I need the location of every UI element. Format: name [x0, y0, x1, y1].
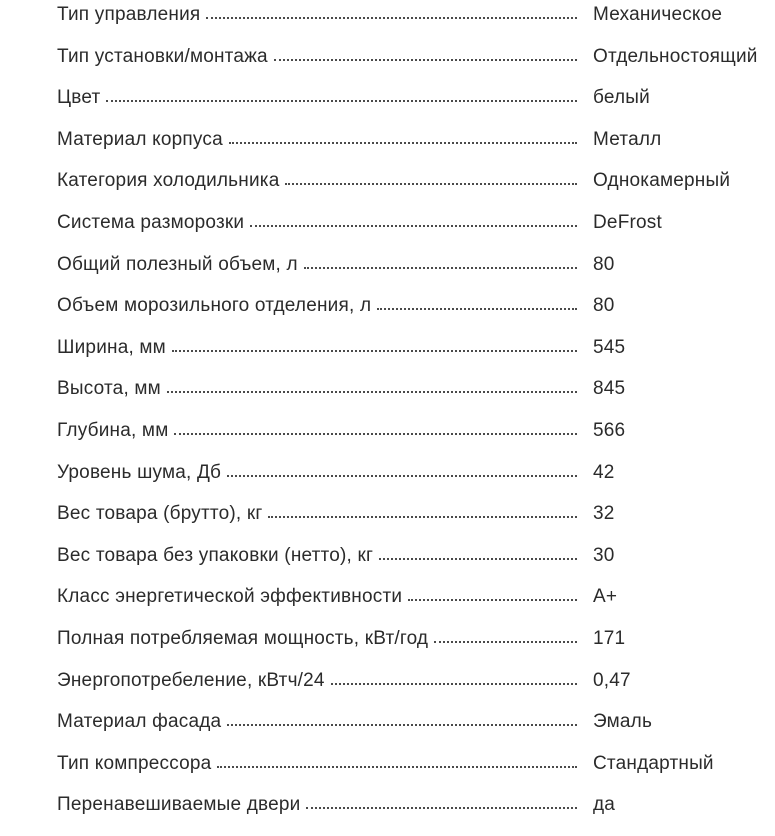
dot-leader [167, 390, 577, 393]
spec-label: Энергопотребеление, кВтч/24 [57, 670, 331, 692]
spec-row [57, 586, 775, 628]
spec-row [57, 378, 775, 420]
spec-value: белый [593, 87, 650, 109]
spec-label: Категория холодильника [57, 170, 285, 192]
spec-row [57, 170, 775, 212]
spec-value: Стандартный [593, 752, 714, 774]
spec-label: Глубина, мм [57, 420, 174, 442]
spec-row [57, 670, 775, 712]
dot-leader [227, 474, 577, 477]
spec-value: 42 [593, 461, 615, 483]
spec-row [57, 545, 775, 587]
dot-leader [227, 723, 577, 726]
dot-leader [174, 432, 577, 435]
spec-value: Механическое [593, 4, 723, 25]
spec-value: 80 [593, 295, 615, 317]
spec-row [57, 254, 775, 296]
dot-leader [377, 307, 577, 310]
spec-value: Однокамерный [593, 170, 731, 192]
spec-label: Цвет [57, 87, 106, 109]
spec-value: 171 [593, 627, 626, 649]
dot-leader [172, 349, 577, 352]
spec-row [57, 129, 775, 171]
spec-row [57, 4, 775, 46]
dot-leader [434, 640, 577, 643]
spec-row [57, 295, 775, 337]
spec-label: Уровень шума, Дб [57, 462, 227, 484]
spec-value: 80 [593, 253, 615, 275]
spec-label: Перенавешиваемые двери [57, 794, 306, 816]
dot-leader [206, 16, 577, 19]
spec-value: A+ [593, 586, 618, 608]
spec-value: 30 [593, 544, 615, 566]
spec-label: Материал корпуса [57, 129, 229, 151]
dot-leader [379, 557, 577, 560]
dot-leader [285, 182, 577, 185]
dot-leader [217, 765, 577, 768]
spec-value: 566 [593, 419, 626, 441]
spec-label: Вес товара без упаковки (нетто), кг [57, 545, 379, 567]
spec-row [57, 794, 775, 836]
spec-row [57, 212, 775, 254]
spec-row [57, 87, 775, 129]
spec-row [57, 337, 775, 379]
dot-leader [408, 598, 577, 601]
spec-value: 32 [593, 503, 615, 525]
spec-value: да [593, 794, 616, 816]
spec-value: 845 [593, 378, 626, 400]
spec-label: Тип управления [57, 4, 206, 26]
spec-label: Система разморозки [57, 212, 250, 234]
spec-row [57, 711, 775, 753]
spec-label: Высота, мм [57, 378, 167, 400]
spec-label: Вес товара (брутто), кг [57, 503, 268, 525]
spec-row [57, 628, 775, 670]
spec-value: Эмаль [593, 711, 653, 733]
dot-leader [274, 58, 577, 61]
spec-label: Тип компрессора [57, 753, 217, 775]
spec-list [57, 4, 775, 836]
spec-label: Объем морозильного отделения, л [57, 295, 377, 317]
dot-leader [250, 224, 577, 227]
spec-row [57, 420, 775, 462]
spec-value: 545 [593, 336, 626, 358]
spec-row [57, 503, 775, 545]
dot-leader [331, 682, 577, 685]
spec-value: 0,47 [593, 669, 631, 691]
spec-label: Полная потребляемая мощность, кВт/год [57, 628, 434, 650]
spec-row [57, 462, 775, 504]
spec-label: Общий полезный объем, л [57, 254, 304, 276]
dot-leader [106, 99, 577, 102]
spec-label: Класс энергетической эффективности [57, 586, 408, 608]
spec-value: Металл [593, 128, 662, 150]
spec-label: Ширина, мм [57, 337, 172, 359]
dot-leader [229, 141, 577, 144]
dot-leader [268, 515, 577, 518]
spec-label: Материал фасада [57, 711, 227, 733]
spec-row [57, 46, 775, 88]
spec-value: DeFrost [593, 211, 662, 233]
dot-leader [304, 266, 577, 269]
spec-value: Отдельностоящий [593, 45, 758, 67]
spec-label: Тип установки/монтажа [57, 46, 274, 68]
spec-row [57, 753, 775, 795]
dot-leader [306, 806, 577, 809]
